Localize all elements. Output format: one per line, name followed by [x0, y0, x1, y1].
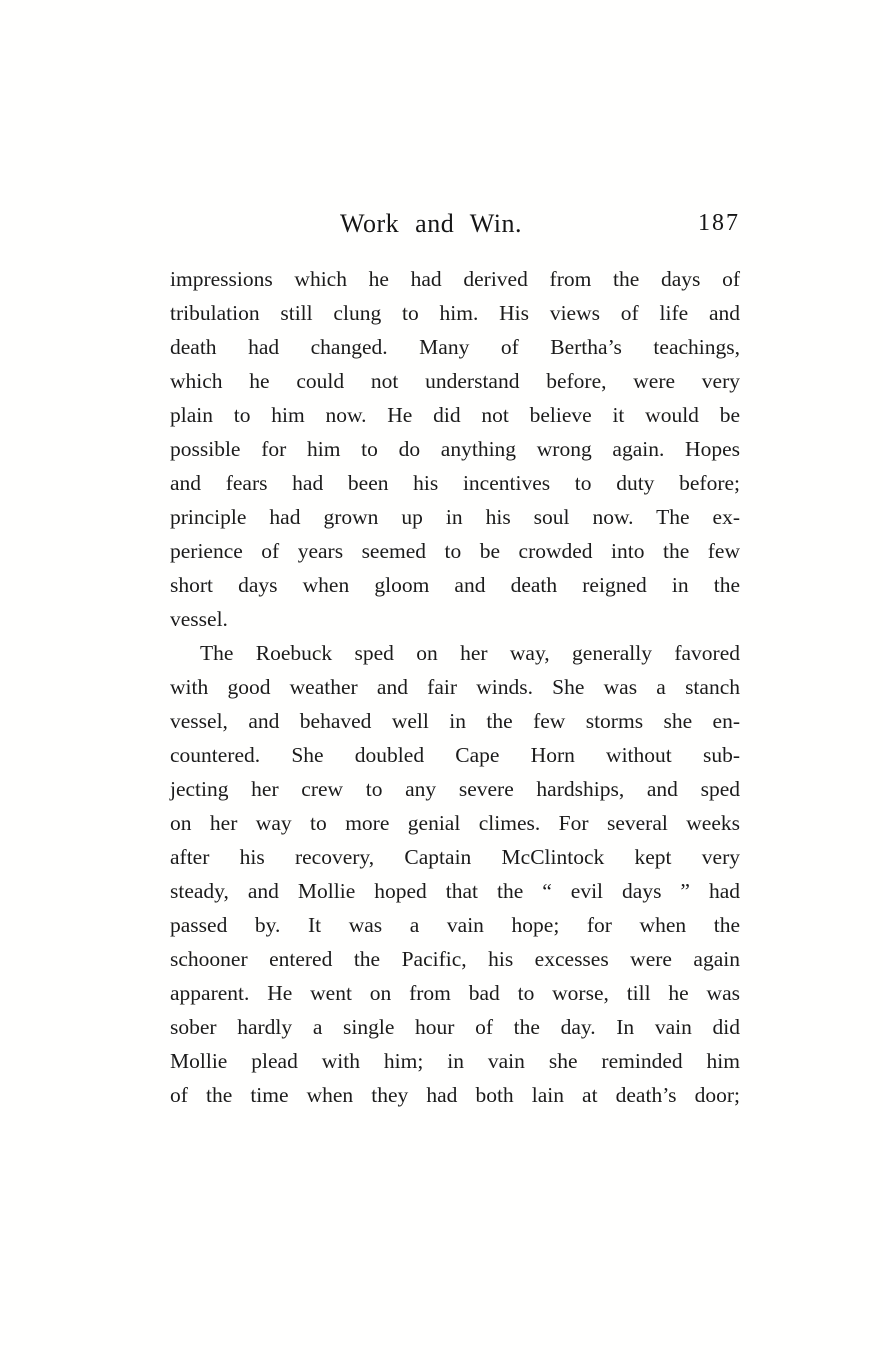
text-line: which he could not understand before, were very [170, 369, 740, 393]
text-line: principle had grown up in his soul now. The ex- [170, 505, 740, 529]
running-title: Work and Win. [340, 209, 522, 238]
text-line: steady, and Mollie hoped that the “ evil days ” had [170, 879, 740, 903]
page-header [170, 209, 740, 245]
text-line: The Roebuck sped on her way, generally favored [200, 641, 740, 665]
text-line: perience of years seemed to be crowded into the few [170, 539, 740, 563]
text-line: schooner entered the Pacific, his excesses were again [170, 947, 740, 971]
text-line: death had changed. Many of Bertha’s teachings, [170, 335, 740, 359]
page-number: 187 [698, 210, 740, 236]
text-line: jecting her crew to any severe hardships, and sped [170, 777, 740, 801]
text-line: vessel. [170, 607, 228, 631]
text-line: on her way to more genial climes. For several weeks [170, 811, 740, 835]
text-line: sober hardly a single hour of the day. In vain did [170, 1015, 740, 1039]
text-line: apparent. He went on from bad to worse, till he was [170, 981, 740, 1005]
text-line: countered. She doubled Cape Horn without sub- [170, 743, 740, 767]
text-line: after his recovery, Captain McClintock kept very [170, 845, 740, 869]
text-line: vessel, and behaved well in the few storms she en- [170, 709, 740, 733]
text-line: impressions which he had derived from the days of [170, 267, 740, 291]
text-line: with good weather and fair winds. She was a stanch [170, 675, 740, 699]
text-line: Mollie plead with him; in vain she reminded him [170, 1049, 740, 1073]
text-line: plain to him now. He did not believe it would be [170, 403, 740, 427]
text-line: and fears had been his incentives to duty before; [170, 471, 740, 495]
text-block [170, 262, 740, 1112]
text-line: passed by. It was a vain hope; for when the [170, 913, 740, 937]
text-line: of the time when they had both lain at death’s door; [170, 1083, 740, 1107]
text-line: short days when gloom and death reigned in the [170, 573, 740, 597]
text-line: possible for him to do anything wrong again. Hopes [170, 437, 740, 461]
text-line: tribulation still clung to him. His views of life and [170, 301, 740, 325]
